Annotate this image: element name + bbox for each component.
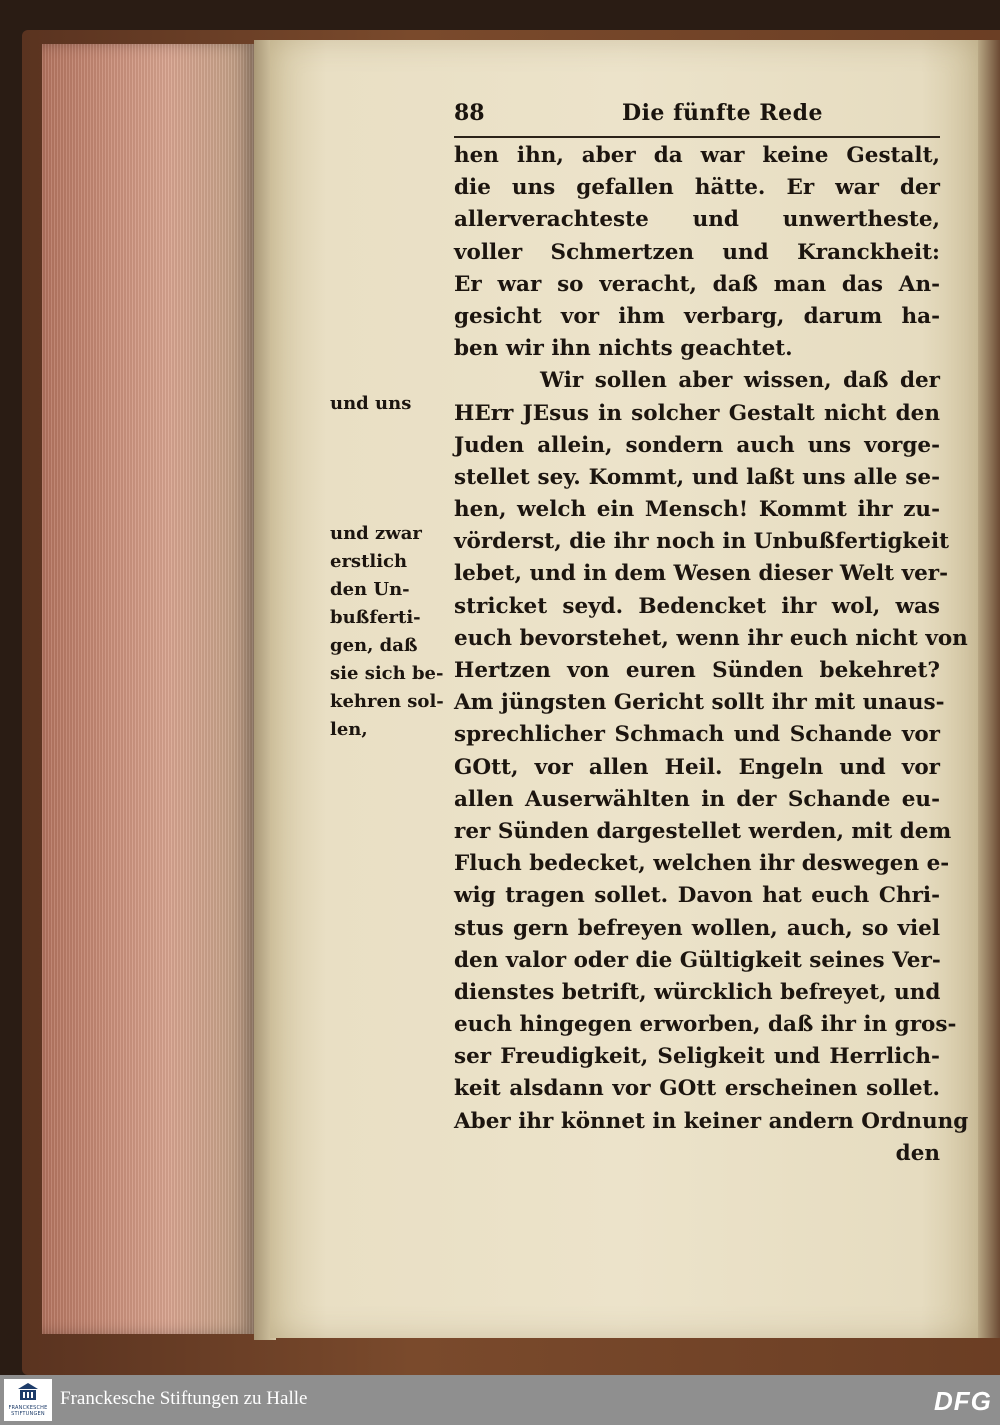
building-icon [18, 1383, 38, 1401]
text-line: sprechlicher Schmach und Schande vor [454, 722, 940, 748]
body-text [454, 140, 969, 1170]
margin-note-line: erstlich [330, 551, 408, 572]
margin-note-line: und zwar [330, 523, 422, 544]
margin-note-line: gen, daß [330, 635, 418, 656]
text-line: lebet, und in dem Wesen dieser Welt ver- [454, 561, 948, 587]
text-line: Er war so veracht, daß man das An- [454, 271, 940, 297]
page-right-edge [978, 40, 1000, 1338]
margin-note-line: bußferti- [330, 607, 421, 628]
text-line: Fluch bedecket, welchen ihr deswegen e- [454, 851, 950, 877]
text-line: die uns gefallen hätte. Er war der [454, 175, 940, 201]
margin-note-line: den Un- [330, 579, 410, 600]
margin-note-line: und uns [330, 393, 412, 414]
text-line: GOtt, vor allen Heil. Engeln und vor [454, 754, 940, 780]
text-line: vörderst, die ihr noch in Unbußfertigkeit [454, 529, 950, 555]
page-number: 88 [454, 100, 485, 126]
institution-name: Franckesche Stiftungen zu Halle [60, 1388, 308, 1409]
text-line: Wir sollen aber wissen, daß der [540, 368, 940, 394]
page-edges [42, 44, 254, 1334]
header-rule [454, 136, 940, 138]
text-line: rer Sünden dargestellet werden, mit dem [454, 818, 952, 844]
logo-text: FRANCKESCHE STIFTUNGEN [8, 1405, 48, 1417]
viewer-footer [0, 1375, 1000, 1425]
margin-note-line: kehren sol- [330, 691, 444, 712]
text-line: stricket seyd. Bedencket ihr wol, was [454, 593, 940, 619]
margin-note-1 [330, 390, 446, 418]
text-line: HErr JEsus in solcher Gestalt nicht den [454, 400, 940, 426]
text-line: Hertzen von euren Sünden bekehret? [454, 658, 940, 683]
text-line: hen, welch ein Mensch! Kommt ihr zu- [454, 497, 940, 523]
margin-note-line: len, [330, 719, 368, 740]
text-line: keit alsdann vor GOtt erscheinen sollet. [454, 1076, 940, 1102]
text-line: euch bevorstehet, wenn ihr euch nicht von [454, 625, 968, 651]
text-line: ser Freudigkeit, Seligkeit und Herrlich- [454, 1044, 940, 1070]
running-head [454, 100, 944, 134]
text-line: ben wir ihn nichts geachtet. [454, 336, 793, 362]
margin-note-line: sie sich be- [330, 663, 444, 684]
dfg-logo[interactable]: DFG [934, 1386, 992, 1416]
margin-note-2 [330, 520, 446, 744]
text-line: voller Schmertzen und Kranckheit: [454, 239, 940, 265]
text-line: allerverachteste und unwertheste, [454, 207, 940, 233]
text-line: stellet sey. Kommt, und laßt uns alle se- [454, 464, 940, 490]
catchword: den [895, 1140, 940, 1166]
text-line: Juden allein, sondern auch uns vorge- [454, 432, 940, 458]
text-line: stus gern befreyen wollen, auch, so viel [454, 915, 940, 941]
text-line: euch hingegen erworben, daß ihr in gros- [454, 1012, 957, 1038]
franckesche-stiftungen-logo[interactable] [4, 1379, 52, 1421]
text-line: dienstes betrift, würcklich befreyet, und [454, 979, 941, 1005]
text-line: wig tragen sollet. Davon hat euch Chri- [454, 883, 940, 909]
text-line: hen ihn, aber da war keine Gestalt, [454, 143, 940, 168]
text-line: Aber ihr könnet in keiner andern Ordnung [454, 1108, 969, 1134]
text-line: den valor oder die Gültigkeit seines Ver- [454, 947, 941, 973]
text-line: allen Auserwählten in der Schande eu- [454, 786, 940, 812]
text-line: gesicht vor ihm verbarg, darum ha- [454, 303, 940, 329]
running-title: Die fünfte Rede [622, 100, 823, 126]
text-line: Am jüngsten Gericht sollt ihr mit unaus- [454, 690, 945, 716]
